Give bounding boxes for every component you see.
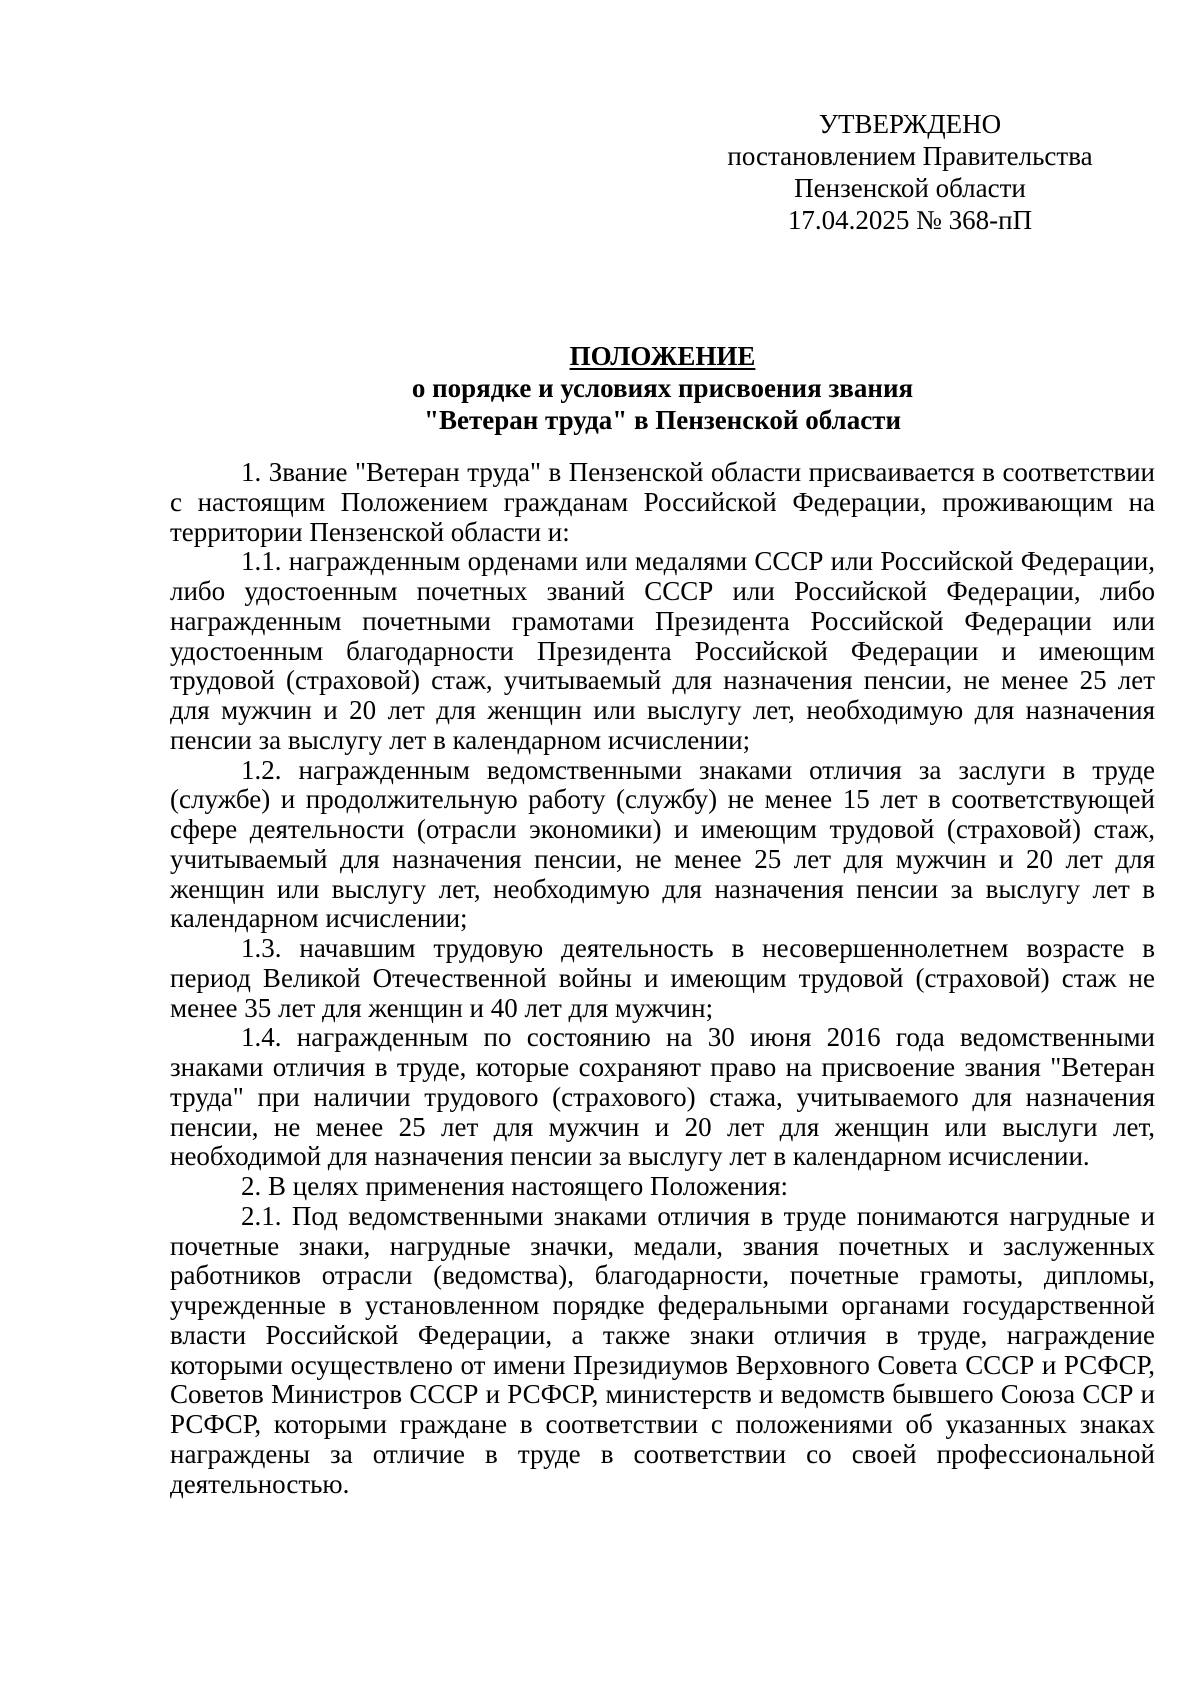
title-subtitle-line2: "Ветеран труда" в Пензенской области	[423, 405, 902, 435]
paragraph-1-3: 1.3. начавшим трудовую деятельность в несовершеннолетнем возрасте в период Великой Отечественной войны и имеющим трудовой (страховой) стаж не менее 35 лет для женщин и 40 лет для мужчин;	[170, 933, 1155, 1023]
approval-date-number: 17.04.2025 № 368-пП	[787, 205, 1033, 235]
paragraph-1-2: 1.2. награжденным ведомственными знаками отличия за заслуги в труде (службе) и продолжительную работу (службу) не менее 15 лет в соответствующей сфере деятельности (отрасли экономики) и имеющим трудовой (страховой) стаж, учитываемый для назначения пенсии, не менее 25 лет для мужчин и 20 лет для женщин или выслугу лет, необходимую для назначения пенсии за выслугу лет в календарном исчислении;	[170, 754, 1155, 934]
paragraph-2-1: 2.1. Под ведомственными знаками отличия в труде понимаются нагрудные и почетные знаки, нагрудные значки, медали, звания почетных и заслуженных работников отрасли (ведомства), благодарности, почетные грамоты, дипломы, учрежденные в установленном порядке федеральными органами государственной власти Российской Федерации, а также знаки отличия в труде, награждение которыми осуществлено от имени Президиумов Верховного Совета СССР и РСФСР, Советов Министров СССР и РСФСР, министерств и ведомств бывшего Союза ССР и РСФСР, которыми граждане в соответствии с положениями об указанных знаках награждены за отличие в труде в соответствии со своей профессиональной деятельностью.	[170, 1200, 1155, 1499]
paragraph-1-4: 1.4. награжденным по состоянию на 30 июня 2016 года ведомственными знаками отличия в труде, которые сохраняют право на присвоение звания "Ветеран труда" при наличии трудового (страхового) стажа, учитываемого для назначения пенсии, не менее 25 лет для мужчин и 20 лет для женщин или выслуги лет, необходимой для назначения пенсии за выслугу лет в календарном исчислении.	[170, 1022, 1155, 1172]
paragraph-1-1: 1.1. награжденным орденами или медалями СССР или Российской Федерации, либо удостоенным почетных званий СССР или Российской Федерации, либо награжденным почетными грамотами Президента Российской Федерации или удостоенным благодарности Президента Российской Федерации и имеющим трудовой (страховой) стаж, учитываемый для назначения пенсии, не менее 25 лет для мужчин и 20 лет для женщин или выслугу лет, необходимую для назначения пенсии за выслугу лет в календарном исчислении;	[170, 546, 1155, 755]
approval-heading: УТВЕРЖДЕНО	[818, 109, 1002, 139]
paragraph-1: 1. Звание "Ветеран труда" в Пензенской области присваивается в соответствии с настоящим Положением гражданам Российской Федерации, проживающим на территории Пензенской области и:	[170, 457, 1155, 547]
document-title	[170, 340, 1155, 436]
approval-issuer: постановлением Правительства	[727, 141, 1093, 171]
paragraph-2: 2. В целях применения настоящего Положения:	[241, 1171, 789, 1201]
title-subtitle-line1: о порядке и условиях присвоения звания	[411, 373, 914, 403]
approval-stamp	[700, 108, 1120, 236]
approval-region: Пензенской области	[794, 173, 1026, 203]
document-body	[170, 458, 1155, 1499]
title-main: ПОЛОЖЕНИЕ	[569, 341, 756, 371]
